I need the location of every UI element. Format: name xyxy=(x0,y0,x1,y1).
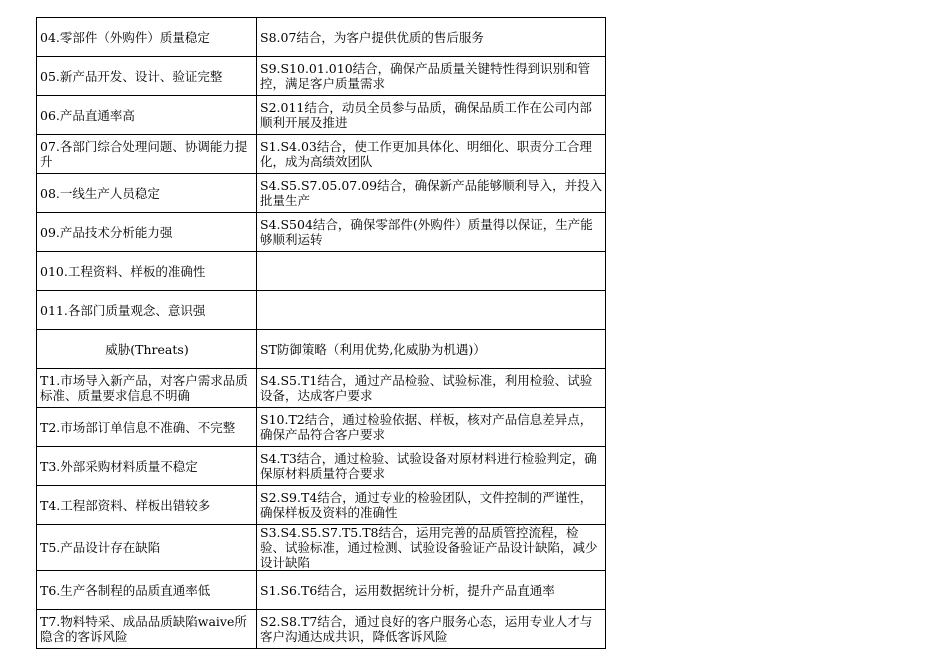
row-label-cell[interactable]: 07.各部门综合处理问题、协调能力提升 xyxy=(37,135,257,174)
threats-header-row xyxy=(37,330,606,369)
strategy-cell[interactable]: S4.S504结合，确保零部件(外购件）质量得以保证，生产能够顺利运转 xyxy=(257,213,606,252)
strategy-cell[interactable]: S2.S9.T4结合，通过专业的检验团队，文件控制的严谨性，确保样板及资料的准确性 xyxy=(257,486,606,525)
row-label-cell[interactable]: T2.市场部订单信息不准确、不完整 xyxy=(37,408,257,447)
table-row xyxy=(37,408,606,447)
row-label-cell[interactable]: 06.产品直通率高 xyxy=(37,96,257,135)
table-row xyxy=(37,96,606,135)
strategy-cell[interactable]: S9.S10.01.010结合，确保产品质量关键特性得到识别和管控，满足客户质量需求 xyxy=(257,57,606,96)
strategy-cell[interactable]: S2.S8.T7结合，通过良好的客户服务心态，运用专业人才与客户沟通达成共识，降低客诉风险 xyxy=(257,610,606,649)
row-label-cell[interactable]: 09.产品技术分析能力强 xyxy=(37,213,257,252)
row-label-cell[interactable]: T6.生产各制程的品质直通率低 xyxy=(37,571,257,610)
strategy-cell[interactable]: S10.T2结合，通过检验依据、样板，核对产品信息差异点，确保产品符合客户要求 xyxy=(257,408,606,447)
table-row xyxy=(37,525,606,571)
row-label-cell[interactable]: 08.一线生产人员稳定 xyxy=(37,174,257,213)
row-label-cell[interactable]: 04.零部件（外购件）质量稳定 xyxy=(37,18,257,57)
table-row xyxy=(37,610,606,649)
row-label-cell[interactable]: 05.新产品开发、设计、验证完整 xyxy=(37,57,257,96)
threats-heading[interactable]: 威胁(Threats) xyxy=(37,330,257,369)
strategy-cell[interactable]: S1.S6.T6结合，运用数据统计分析，提升产品直通率 xyxy=(257,571,606,610)
table-row xyxy=(37,486,606,525)
strategy-cell[interactable]: S4.S5.T1结合，通过产品检验、试验标准，利用检验、试验设备，达成客户要求 xyxy=(257,369,606,408)
st-strategy-heading[interactable]: ST防御策略（利用优势,化威胁为机遇)） xyxy=(257,330,606,369)
strategy-cell[interactable]: S4.T3结合，通过检验、试验设备对原材料进行检验判定，确保原材料质量符合要求 xyxy=(257,447,606,486)
row-label-cell[interactable]: T5.产品设计存在缺陷 xyxy=(37,525,257,571)
strategy-cell[interactable]: S1.S4.03结合，使工作更加具体化、明细化、职责分工合理化，成为高绩效团队 xyxy=(257,135,606,174)
table-row xyxy=(37,135,606,174)
strategy-cell[interactable] xyxy=(257,252,606,291)
table-row xyxy=(37,447,606,486)
swot-strategy-table xyxy=(36,17,606,649)
table-row xyxy=(37,571,606,610)
table-row xyxy=(37,252,606,291)
strategy-cell[interactable]: S8.07结合，为客户提供优质的售后服务 xyxy=(257,18,606,57)
table-row xyxy=(37,291,606,330)
row-label-cell[interactable]: T3.外部采购材料质量不稳定 xyxy=(37,447,257,486)
table-row xyxy=(37,57,606,96)
table-row xyxy=(37,369,606,408)
table-row xyxy=(37,213,606,252)
row-label-cell[interactable]: T1.市场导入新产品，对客户需求品质标准、质量要求信息不明确 xyxy=(37,369,257,408)
row-label-cell[interactable]: T7.物料特采、成品品质缺陷waive所隐含的客诉风险 xyxy=(37,610,257,649)
row-label-cell[interactable]: 011.各部门质量观念、意识强 xyxy=(37,291,257,330)
row-label-cell[interactable]: T4.工程部资料、样板出错较多 xyxy=(37,486,257,525)
strategy-cell[interactable]: S2.011结合，动员全员参与品质，确保品质工作在公司内部顺利开展及推进 xyxy=(257,96,606,135)
strategy-cell[interactable] xyxy=(257,291,606,330)
row-label-cell[interactable]: 010.工程资料、样板的准确性 xyxy=(37,252,257,291)
table-row xyxy=(37,174,606,213)
table-row xyxy=(37,18,606,57)
strategy-cell[interactable]: S3.S4.S5.S7.T5.T8结合，运用完善的品质管控流程，检验、试验标准，通过检测、试验设备验证产品设计缺陷，减少设计缺陷 xyxy=(257,525,606,571)
strategy-cell[interactable]: S4.S5.S7.05.07.09结合，确保新产品能够顺利导入，并投入批量生产 xyxy=(257,174,606,213)
